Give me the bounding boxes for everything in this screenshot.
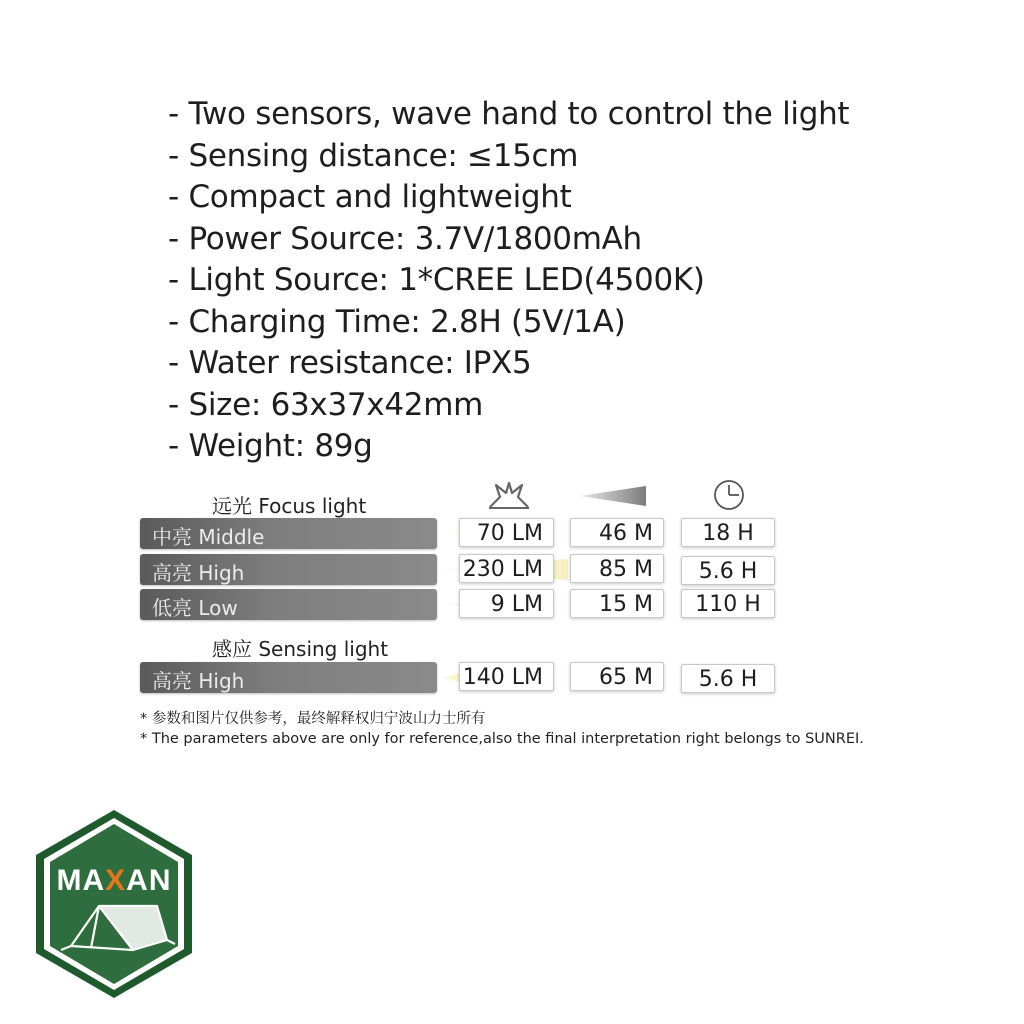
spec-item: - Sensing distance: ≤15cm: [168, 137, 579, 174]
distance-cell: 65 M: [570, 662, 664, 691]
clock-icon: [712, 478, 746, 512]
distance-cell: 15 M: [570, 589, 664, 618]
logo-text: MAXAN: [56, 864, 172, 897]
spec-item: - Size: 63x37x42mm: [168, 386, 483, 423]
runtime-cell: 110 H: [681, 589, 775, 618]
disclaimer-cn: * 参数和图片仅供参考，最终解释权归宁波山力士所有: [140, 711, 486, 727]
mode-label: 高亮 High: [152, 561, 245, 585]
sensing-light-title: 感应 Sensing light: [212, 637, 389, 661]
lumen-cell: 140 LM: [459, 662, 554, 691]
maxan-logo: [33, 808, 195, 1000]
spec-item: - Weight: 89g: [168, 428, 373, 464]
focus-light-title: 远光 Focus light: [212, 494, 367, 518]
mode-label: 中亮 Middle: [152, 525, 265, 549]
spec-item: - Light Source: 1*CREE LED(4500K): [168, 262, 705, 298]
mode-middle-bar: [140, 518, 437, 549]
distance-cell: 46 M: [570, 518, 664, 547]
mode-label: 低亮 Low: [152, 596, 238, 620]
spec-item: - Two sensors, wave hand to control the light: [168, 96, 850, 132]
disclaimer-en: * The parameters above are only for reference,also the final interpretation right belongs to SUNREI.: [140, 731, 864, 747]
lumen-cell: 9 LM: [459, 589, 554, 618]
brightness-icon: [486, 481, 532, 511]
spec-item: - Water resistance: IPX5: [168, 345, 532, 381]
spec-list: [168, 94, 849, 468]
mode-sensing-high-bar: [140, 662, 437, 693]
runtime-cell: 18 H: [681, 518, 775, 547]
lumen-cell: 230 LM: [459, 554, 554, 583]
spec-item: - Charging Time: 2.8H (5V/1A): [168, 303, 626, 340]
lumen-cell: 70 LM: [459, 518, 554, 547]
mode-high-bar: [140, 554, 437, 585]
runtime-cell: 5.6 H: [681, 664, 775, 693]
runtime-cell: 5.6 H: [681, 556, 775, 585]
spec-item: - Compact and lightweight: [168, 179, 572, 215]
beam-distance-icon: [580, 484, 656, 508]
distance-cell: 85 M: [570, 554, 664, 583]
mode-low-bar: [140, 589, 437, 620]
spec-item: - Power Source: 3.7V/1800mAh: [168, 220, 642, 257]
mode-label: 高亮 High: [152, 669, 245, 693]
